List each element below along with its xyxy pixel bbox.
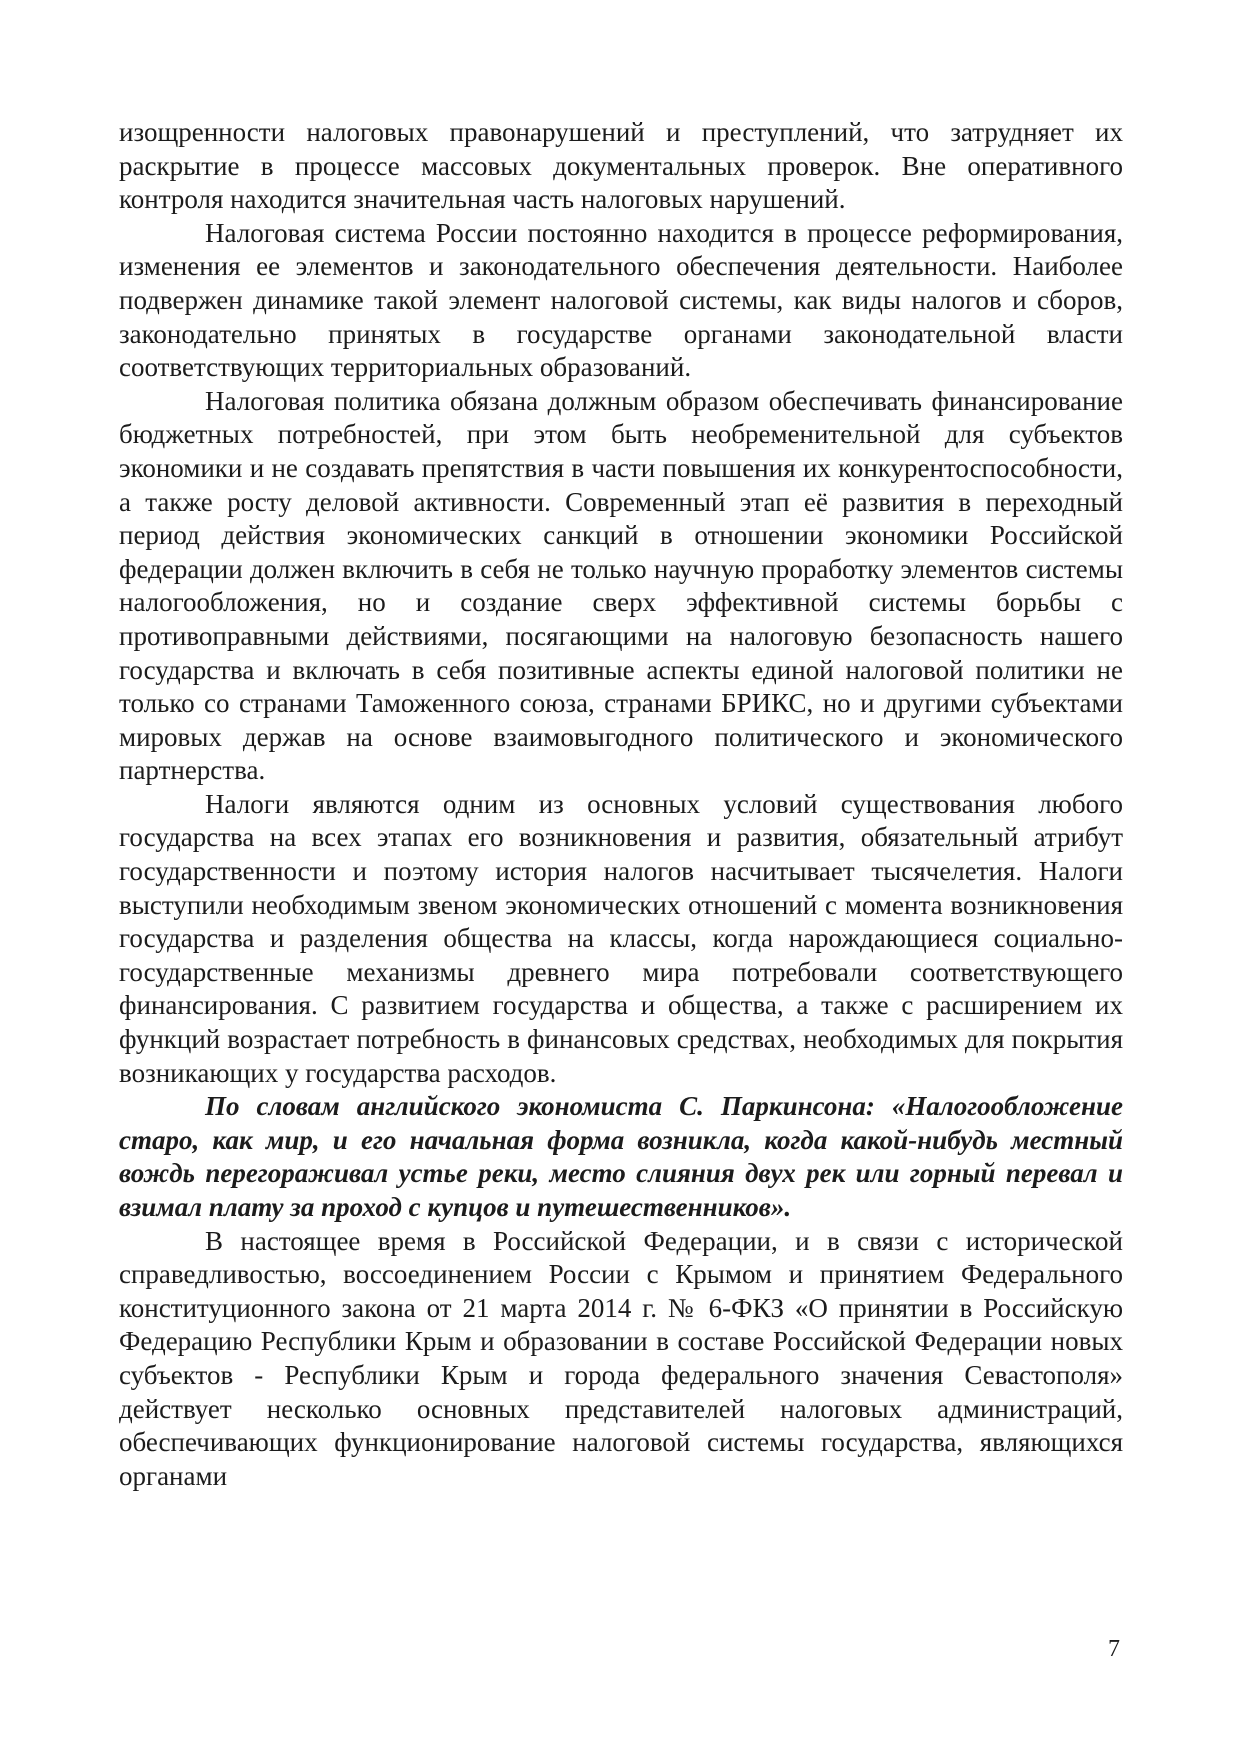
paragraph-4: Налоги являются одним из основных условий существования любого государства на всех этапах его возникновения и развития, обязательный атрибут государственности и поэтому история налогов насчитывает тысячелетия. Налоги выступили необходимым звеном экономических отношений с момента возникновения государства и разделения общества на классы, когда нарождающиеся социально-государственные механизмы древнего мира потребовали соответствующего финансирования. С развитием государства и общества, а также с расширением их функций возрастает потребность в финансовых средствах, необходимых для покрытия возникающих у государства расходов. <box>119 788 1123 1088</box>
page-number: 7 <box>1108 1636 1120 1662</box>
paragraph-1: изощренности налоговых правонарушений и преступлений, что затрудняет их раскрытие в процессе массовых документальных проверок. Вне оперативного контроля находится значительная часть налоговых нарушений. <box>119 117 1123 215</box>
body-text <box>119 116 1123 1493</box>
quote-paragraph: По словам английского экономиста С. Паркинсона: «Налогообложение старо, как мир, и его начальная форма возникла, когда какой-нибудь местный вождь перегораживал устье реки, место слияния двух рек или горный перевал и взимал плату за проход с купцов и путешественников». <box>119 1091 1123 1222</box>
paragraph-6: В настоящее время в Российской Федерации, и в связи с исторической справедливостью, воссоединением России с Крымом и принятием Федерального конституционного закона от 21 марта 2014 г. № 6-ФКЗ «О принятии в Российскую Федерацию Республики Крым и образовании в составе Российской Федерации новых субъектов - Республики Крым и города федерального значения Севастополя» действует несколько основных представителей налоговых администраций, обеспечивающих функционирование налоговой системы государства, являющихся органами <box>119 1225 1123 1491</box>
paragraph-2: Налоговая система России постоянно находится в процессе реформирования, изменения ее элементов и законодательного обеспечения деятельности. Наиболее подвержен динамике такой элемент налоговой системы, как виды налогов и сборов, законодательно принятых в государстве органами законодательной власти соответствующих территориальных образований. <box>119 217 1123 383</box>
paragraph-3: Налоговая политика обязана должным образом обеспечивать финансирование бюджетных потребностей, при этом быть необременительной для субъектов экономики и не создавать препятствия в части повышения их конкурентоспособности, а также росту деловой активности. Современный этап её развития в переходный период действия экономических санкций в отношении экономики Российской федерации должен включить в себя не только научную проработку элементов системы налогообложения, но и создание сверх эффективной системы борьбы с противоправными действиями, посягающими на налоговую безопасность нашего государства и включать в себя позитивные аспекты единой налоговой политики не только со странами Таможенного союза, странами БРИКС, но и другими субъектами мировых держав на основе взаимовыгодного политического и экономического партнерства. <box>119 385 1123 786</box>
